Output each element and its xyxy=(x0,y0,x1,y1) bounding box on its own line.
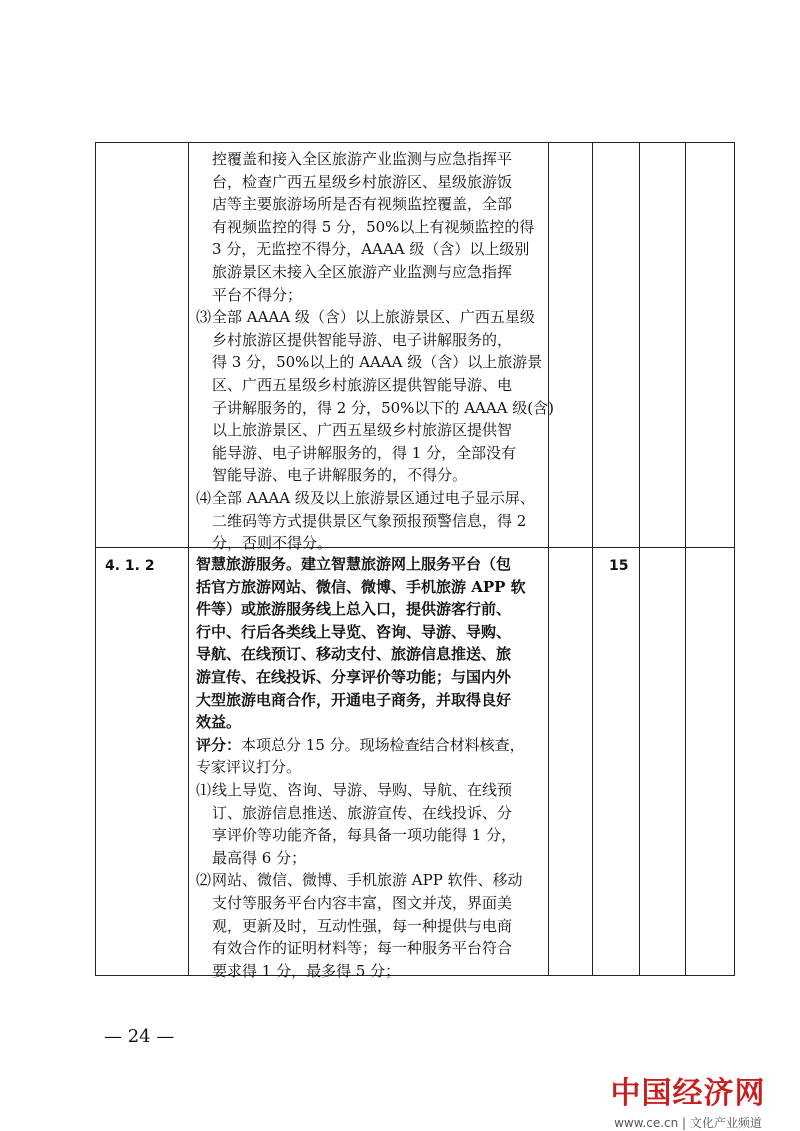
text-line: 效益。 xyxy=(196,713,242,732)
text-line: 支付等服务平台内容丰富，图文并茂，界面美 xyxy=(212,893,513,912)
watermark-brand: 中国经济网 xyxy=(610,1076,766,1111)
text-line: 行中、行后各类线上导览、咨询、导游、导购、 xyxy=(196,622,512,641)
text-line: 能导游、电子讲解服务的，得 1 分，全部没有 xyxy=(212,443,517,462)
text-line: 全部 AAAA 级（含）以上旅游景区、广西五星级 xyxy=(212,308,535,327)
watermark-logo xyxy=(598,1068,778,1131)
watermark-channel: 文化产业频道 xyxy=(689,1116,762,1130)
text-line: 最高得 6 分； xyxy=(212,848,307,867)
text-line: 3 分，无监控不得分，AAAA 级（含）以上级别 xyxy=(212,240,530,259)
continued-criteria-cell xyxy=(196,148,554,555)
item-score: 15 xyxy=(609,558,629,574)
scoring-table xyxy=(95,142,735,980)
text-line: 有效合作的证明材料等；每一种服务平台符合 xyxy=(212,939,513,958)
item-number: ⑶ xyxy=(196,308,212,327)
col-border xyxy=(639,142,640,976)
text-line: 观，更新及时，互动性强，每一种提供与电商 xyxy=(212,916,513,935)
col-border xyxy=(592,142,593,976)
text-line: 得 3 分，50%以上的 AAAA 级（含）以上旅游景 xyxy=(212,353,543,372)
list-item xyxy=(196,306,554,487)
col-border xyxy=(685,142,686,976)
text-line: 店等主要旅游场所是否有视频监控覆盖，全部 xyxy=(212,195,513,214)
text-line: 以上旅游景区、广西五星级乡村旅游区提供智 xyxy=(212,421,513,440)
list-item xyxy=(196,779,546,869)
text-line: 乡村旅游区提供智能导游、电子讲解服务的， xyxy=(212,330,513,349)
scoring-label: 评分： xyxy=(196,735,242,754)
list-item xyxy=(196,869,546,982)
text-line: 智能导游、电子讲解服务的，不得分。 xyxy=(212,466,468,485)
col-border xyxy=(548,142,549,976)
text-line: 专家评议打分。 xyxy=(196,758,302,777)
text-line: 二维码等方式提供景区气象预报预警信息，得 2 xyxy=(212,511,527,530)
page-number: — 24 — xyxy=(104,1026,175,1047)
text-line: 智慧旅游服务。建立智慧旅游网上服务平台（包 xyxy=(196,555,512,573)
text-line: 游宣传、在线投诉、分享评价等功能；与国内外 xyxy=(196,667,512,686)
text-line: 台，检查广西五星级乡村旅游区、星级旅游饭 xyxy=(212,172,513,191)
text-line: 平台不得分； xyxy=(212,285,303,304)
text-line: 全部 AAAA 级及以上旅游景区通过电子显示屏、 xyxy=(212,488,535,507)
col-border xyxy=(734,142,735,976)
text-line: 有视频监控的得 5 分，50%以上有视频监控的得 xyxy=(212,217,535,236)
text-line: 要求得 1 分，最多得 5 分； xyxy=(212,961,401,980)
text-line: 大型旅游电商合作，开通电子商务，并取得良好 xyxy=(196,690,512,709)
text-line: 件等）或旅游服务线上总入口，提供游客行前、 xyxy=(196,600,512,619)
text-line: 线上导览、咨询、导游、导购、导航、在线预 xyxy=(212,780,513,799)
item-number: ⑵ xyxy=(196,871,212,890)
item-number: ⑷ xyxy=(196,488,212,507)
watermark-subline xyxy=(598,1114,778,1131)
text-line: 区、广西五星级乡村旅游区提供智能导游、电 xyxy=(212,375,513,394)
watermark-separator: | xyxy=(682,1116,690,1130)
item-number: ⑴ xyxy=(196,780,212,799)
scoring-line xyxy=(196,734,546,757)
text-line: 导航、在线预订、移动支付、旅游信息推送、旅 xyxy=(196,645,512,664)
text-line: 旅游景区未接入全区旅游产业监测与应急指挥 xyxy=(212,262,513,281)
col-border xyxy=(95,142,96,976)
item-id: 4. 1. 2 xyxy=(105,558,155,574)
list-item xyxy=(196,487,546,555)
text-line: 分，否则不得分。 xyxy=(212,534,333,553)
text-line: 括官方旅游网站、微信、微博、手机旅游 APP 软 xyxy=(196,577,526,596)
text-line: 网站、微信、微博、手机旅游 APP 软件、移动 xyxy=(212,871,523,890)
text-line: 本项总分 15 分。现场检查结合材料核查， xyxy=(241,735,525,754)
watermark-site: www.ce.cn xyxy=(614,1116,679,1130)
text-line: 订、旅游信息推送、旅游宣传、在线投诉、分 xyxy=(212,803,513,822)
text-line: 享评价等功能齐备，每具备一项功能得 1 分， xyxy=(212,826,517,845)
item-heading xyxy=(196,553,546,734)
text-line: 控覆盖和接入全区旅游产业监测与应急指挥平 xyxy=(212,150,513,168)
criteria-cell xyxy=(196,553,546,982)
text-line: 子讲解服务的，得 2 分，50%以下的 AAAA 级(含) xyxy=(212,398,554,417)
col-border xyxy=(188,142,189,976)
